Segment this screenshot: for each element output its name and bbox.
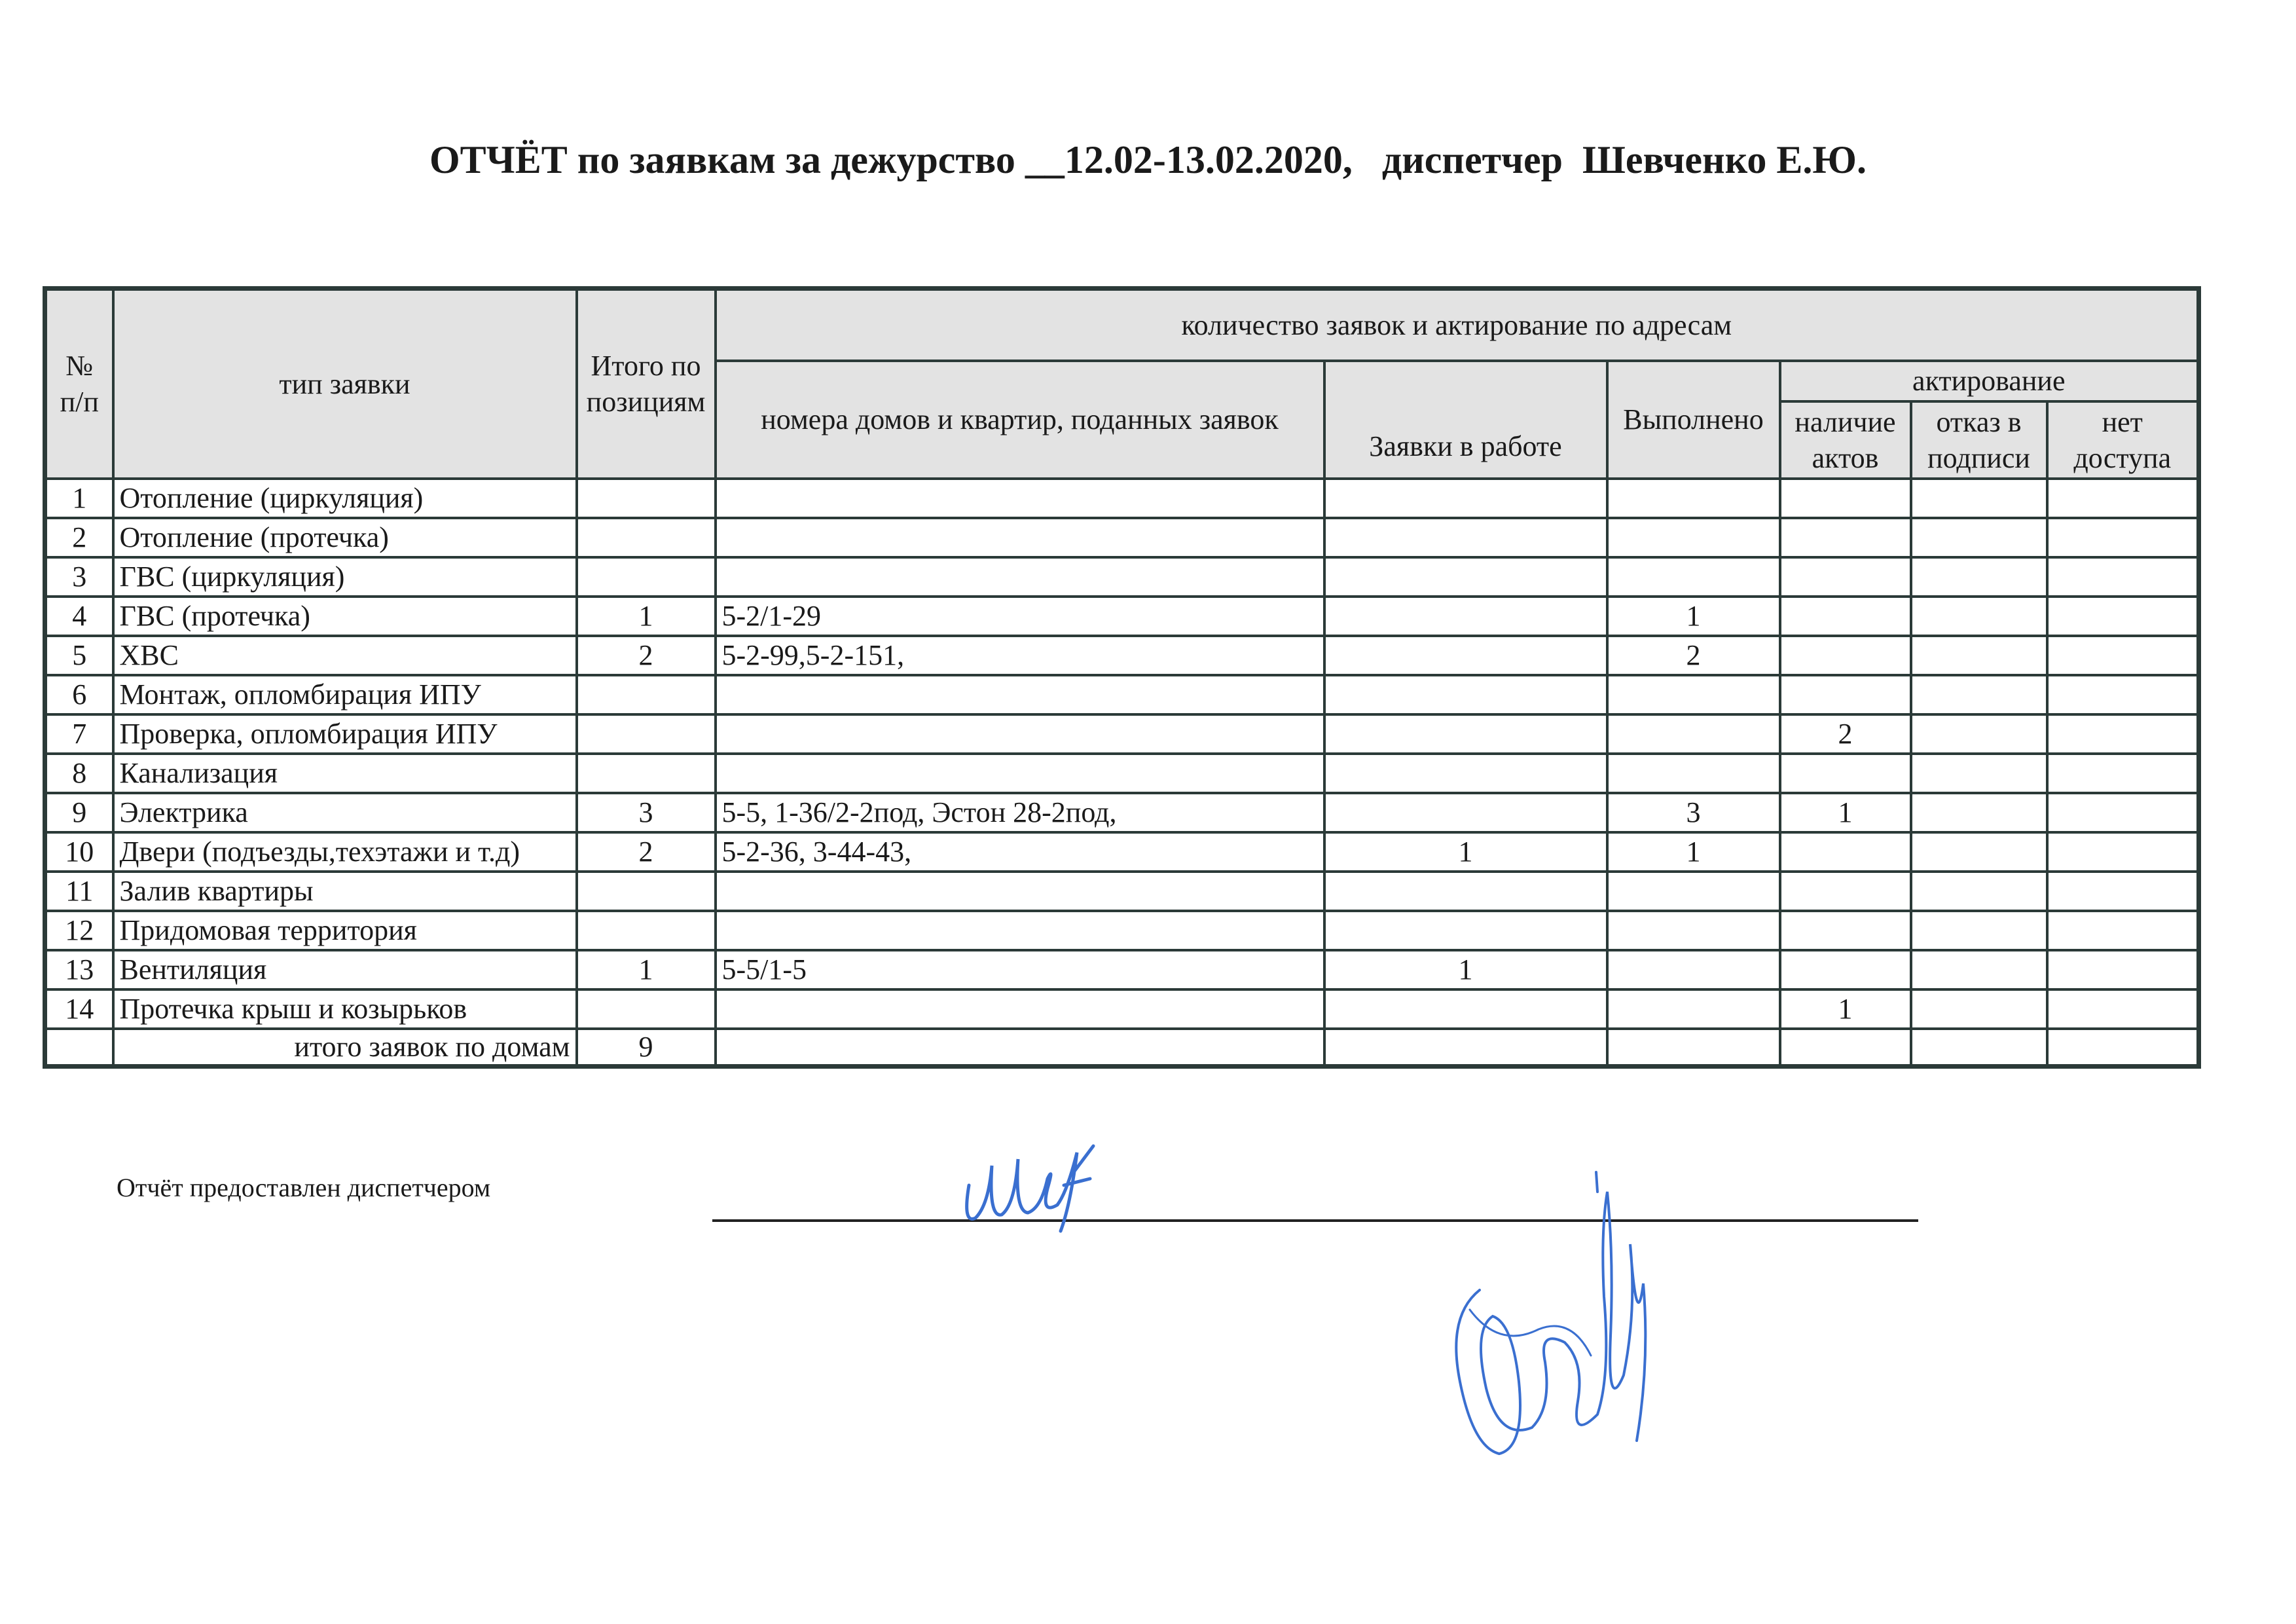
row-done: [1607, 675, 1780, 714]
row-num: 4: [45, 597, 113, 636]
header-done: Выполнено: [1607, 361, 1780, 479]
row-total: [577, 518, 716, 557]
row-num: 8: [45, 754, 113, 793]
table-row: [45, 675, 2199, 714]
row-no-access: [2047, 950, 2199, 989]
row-num: 11: [45, 872, 113, 911]
row-in-work: 1: [1324, 832, 1607, 872]
row-num: 12: [45, 911, 113, 950]
row-acts: [1780, 597, 1911, 636]
row-in-work: [1324, 989, 1607, 1029]
row-type: Придомовая территория: [113, 911, 577, 950]
row-refused: [1911, 557, 2047, 597]
summary-empty: [716, 1029, 1324, 1067]
table-row: [45, 989, 2199, 1029]
row-refused: [1911, 950, 2047, 989]
header-type: тип заявки: [113, 289, 577, 479]
summary-empty: [2047, 1029, 2199, 1067]
row-refused: [1911, 636, 2047, 675]
row-addresses: [716, 989, 1324, 1029]
row-in-work: [1324, 597, 1607, 636]
dispatcher-signature: [949, 1139, 1106, 1244]
row-no-access: [2047, 832, 2199, 872]
row-addresses: 5-2/1-29: [716, 597, 1324, 636]
row-num: 2: [45, 518, 113, 557]
row-addresses: [716, 518, 1324, 557]
row-in-work: [1324, 714, 1607, 754]
row-done: [1607, 989, 1780, 1029]
row-total: 1: [577, 950, 716, 989]
signature-scribble: [1440, 1166, 1676, 1493]
row-refused: [1911, 479, 2047, 518]
row-type: ГВС (протечка): [113, 597, 577, 636]
table-row: [45, 597, 2199, 636]
row-num: 9: [45, 793, 113, 832]
row-refused: [1911, 793, 2047, 832]
summary-empty: [1324, 1029, 1607, 1067]
summary-num: [45, 1029, 113, 1067]
header-acts-group: актирование: [1780, 361, 2199, 401]
row-done: [1607, 518, 1780, 557]
row-total: 3: [577, 793, 716, 832]
row-no-access: [2047, 518, 2199, 557]
row-done: 2: [1607, 636, 1780, 675]
row-no-access: [2047, 675, 2199, 714]
row-addresses: [716, 911, 1324, 950]
row-refused: [1911, 754, 2047, 793]
row-addresses: [716, 714, 1324, 754]
row-no-access: [2047, 911, 2199, 950]
row-num: 6: [45, 675, 113, 714]
summary-label: итого заявок по домам: [113, 1029, 577, 1067]
row-refused: [1911, 518, 2047, 557]
row-total: [577, 911, 716, 950]
report-table: [43, 286, 2201, 1069]
page-title: ОТЧЁТ по заявкам за дежурство __12.02-13.02.2020, диспетчер Шевченко Е.Ю.: [429, 138, 1867, 181]
row-total: [577, 754, 716, 793]
row-addresses: 5-5, 1-36/2-2под, Эстон 28-2под,: [716, 793, 1324, 832]
row-num: 10: [45, 832, 113, 872]
row-no-access: [2047, 989, 2199, 1029]
row-type: ГВС (циркуляция): [113, 557, 577, 597]
table-row: [45, 754, 2199, 793]
table-row: [45, 518, 2199, 557]
row-refused: [1911, 989, 2047, 1029]
row-addresses: [716, 479, 1324, 518]
row-addresses: 5-2-99,5-2-151,: [716, 636, 1324, 675]
row-total: 2: [577, 636, 716, 675]
row-total: [577, 872, 716, 911]
row-acts: [1780, 518, 1911, 557]
row-acts: [1780, 675, 1911, 714]
row-acts: [1780, 950, 1911, 989]
header-group: количество заявок и актирование по адресам: [716, 289, 2199, 361]
row-in-work: [1324, 872, 1607, 911]
table-row: [45, 911, 2199, 950]
table-row: [45, 557, 2199, 597]
row-num: 14: [45, 989, 113, 1029]
header-no-access: нет доступа: [2047, 401, 2199, 479]
row-in-work: [1324, 636, 1607, 675]
row-acts: [1780, 832, 1911, 872]
row-type: Канализация: [113, 754, 577, 793]
row-in-work: [1324, 479, 1607, 518]
row-done: [1607, 872, 1780, 911]
row-no-access: [2047, 872, 2199, 911]
header-acts-present: наличие актов: [1780, 401, 1911, 479]
table-row: [45, 793, 2199, 832]
row-addresses: [716, 872, 1324, 911]
summary-empty: [1911, 1029, 2047, 1067]
row-in-work: [1324, 911, 1607, 950]
row-done: [1607, 911, 1780, 950]
row-acts: [1780, 911, 1911, 950]
row-in-work: [1324, 518, 1607, 557]
row-in-work: 1: [1324, 950, 1607, 989]
row-done: 1: [1607, 832, 1780, 872]
row-addresses: 5-5/1-5: [716, 950, 1324, 989]
row-acts: 2: [1780, 714, 1911, 754]
table-body: [45, 479, 2199, 1029]
row-done: [1607, 754, 1780, 793]
row-no-access: [2047, 793, 2199, 832]
row-no-access: [2047, 714, 2199, 754]
row-type: Вентиляция: [113, 950, 577, 989]
row-no-access: [2047, 636, 2199, 675]
row-in-work: [1324, 793, 1607, 832]
row-refused: [1911, 911, 2047, 950]
table-row: [45, 479, 2199, 518]
row-type: Монтаж, опломбирация ИПУ: [113, 675, 577, 714]
row-total: [577, 557, 716, 597]
footer-label: Отчёт предоставлен диспетчером: [117, 1173, 491, 1202]
row-type: Электрика: [113, 793, 577, 832]
row-num: 5: [45, 636, 113, 675]
row-addresses: [716, 557, 1324, 597]
row-refused: [1911, 675, 2047, 714]
row-addresses: 5-2-36, 3-44-43,: [716, 832, 1324, 872]
row-total: [577, 989, 716, 1029]
header-total: Итого по позициям: [577, 289, 716, 479]
header-refused: отказ в подписи: [1911, 401, 2047, 479]
row-acts: [1780, 479, 1911, 518]
table-row: [45, 636, 2199, 675]
row-total: [577, 675, 716, 714]
row-addresses: [716, 675, 1324, 714]
row-done: [1607, 714, 1780, 754]
row-acts: [1780, 636, 1911, 675]
row-num: 13: [45, 950, 113, 989]
header-num: № п/п: [45, 289, 113, 479]
row-acts: 1: [1780, 793, 1911, 832]
row-done: [1607, 950, 1780, 989]
row-acts: 1: [1780, 989, 1911, 1029]
summary-empty: [1607, 1029, 1780, 1067]
row-type: Проверка, опломбирация ИПУ: [113, 714, 577, 754]
row-total: [577, 479, 716, 518]
row-in-work: [1324, 557, 1607, 597]
row-type: ХВС: [113, 636, 577, 675]
row-type: Отопление (циркуляция): [113, 479, 577, 518]
summary-total: 9: [577, 1029, 716, 1067]
row-num: 7: [45, 714, 113, 754]
row-refused: [1911, 872, 2047, 911]
summary-row: [45, 1029, 2199, 1067]
row-acts: [1780, 754, 1911, 793]
row-no-access: [2047, 557, 2199, 597]
table-row: [45, 872, 2199, 911]
row-no-access: [2047, 754, 2199, 793]
row-done: [1607, 479, 1780, 518]
row-num: 3: [45, 557, 113, 597]
summary-empty: [1780, 1029, 1911, 1067]
row-type: Протечка крыш и козырьков: [113, 989, 577, 1029]
row-type: Отопление (протечка): [113, 518, 577, 557]
row-addresses: [716, 754, 1324, 793]
row-acts: [1780, 557, 1911, 597]
header-in-work: Заявки в работе: [1324, 361, 1607, 479]
row-done: [1607, 557, 1780, 597]
table-row: [45, 832, 2199, 872]
signature-line: [712, 1219, 1918, 1222]
row-type: Залив квартиры: [113, 872, 577, 911]
row-total: [577, 714, 716, 754]
row-no-access: [2047, 479, 2199, 518]
row-acts: [1780, 872, 1911, 911]
table-row: [45, 714, 2199, 754]
row-total: 2: [577, 832, 716, 872]
row-refused: [1911, 832, 2047, 872]
row-refused: [1911, 714, 2047, 754]
row-done: 1: [1607, 597, 1780, 636]
table-row: [45, 950, 2199, 989]
row-refused: [1911, 597, 2047, 636]
row-num: 1: [45, 479, 113, 518]
row-in-work: [1324, 675, 1607, 714]
row-type: Двери (подъезды,техэтажи и т.д): [113, 832, 577, 872]
row-total: 1: [577, 597, 716, 636]
row-in-work: [1324, 754, 1607, 793]
row-done: 3: [1607, 793, 1780, 832]
row-no-access: [2047, 597, 2199, 636]
header-addresses: номера домов и квартир, поданных заявок: [716, 361, 1324, 479]
